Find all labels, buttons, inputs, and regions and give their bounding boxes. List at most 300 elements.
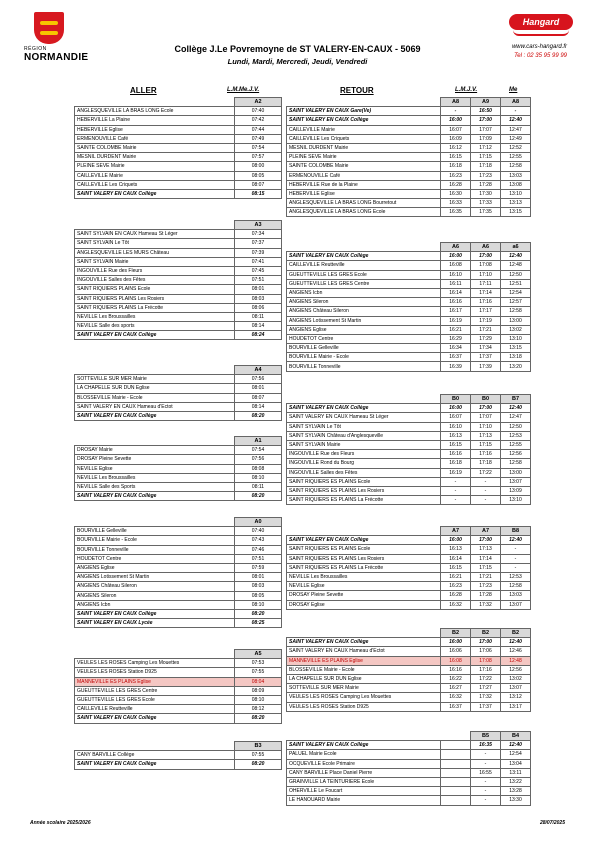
departure-time: 13:15 [501,208,531,217]
stop-name: SAINT SYLVAIN Château d'Anglesqueville [287,431,441,440]
departure-time: 16:22 [441,674,471,683]
departure-time: 12:49 [501,134,531,143]
table-row [287,107,531,116]
stop-name: SAINT RIQUIERS ES PLAINS Ecole [287,477,441,486]
stop-name: SAINT VALERY EN CAUX Gare(Ve) [287,107,441,116]
departure-time: 12:57 [501,298,531,307]
departure-time: 13:15 [501,344,531,353]
stop-name: GUEUTTEVILLE LES GRES Ecole [287,270,441,279]
route-code: A5 [235,650,282,659]
stop-name: SAINT VALERY EN CAUX Collège [75,609,235,618]
departure-time: 08:04 [235,677,282,686]
departure-time: 08:01 [235,285,282,294]
stop-name: ANGLESQUEVILLE LA BRAS LONG Ecole [75,107,235,116]
stop-name: MESNIL DURDENT Mairie [287,143,441,152]
stop-name: MANNEVILLE ES PLAINS Eglise [75,677,235,686]
retour-block-5 [286,731,531,806]
departure-time [441,796,471,805]
route-code-row [75,518,282,527]
departure-time: 16:35 [441,208,471,217]
stop-name: SAINT VALERY EN CAUX Collège [75,331,235,340]
departure-time: 17:34 [471,344,501,353]
stop-name: SAINT VALERY EN CAUX Collège [287,536,441,545]
aller-block-6 [74,741,282,770]
route-code: B2 [471,629,501,638]
departure-time: 07:40 [235,107,282,116]
departure-time: 12:40 [501,116,531,125]
table-row [75,322,282,331]
departure-time: 08:25 [235,619,282,628]
stop-name: SAINT VALERY EN CAUX Collège [287,116,441,125]
stop-name: ANGIENS Eglise [75,563,235,572]
stop-name: ANGIENS Icbn [287,288,441,297]
departure-time: 17:07 [471,125,501,134]
stop-name: BLOSSEVILLE Mairie - Ecole [75,393,235,402]
departure-time: 16:14 [441,554,471,563]
stop-name: ANGIENS Icbn [75,600,235,609]
stop-name: SAINT SYLVAIN Le Tôt [287,422,441,431]
table-row [287,741,531,750]
stop-name: SAINT RIQUIERS ES PLAINS La Frécotte [287,563,441,572]
departure-time [441,768,471,777]
departure-time: 12:47 [501,125,531,134]
stop-name: SOTTEVILLE SUR MER Mairie [75,375,235,384]
table-row [287,362,531,371]
departure-time: 13:07 [501,600,531,609]
table-row [75,285,282,294]
departure-time: 13:12 [501,693,531,702]
table-row [75,276,282,285]
departure-time: - [471,750,501,759]
route-code: A3 [235,221,282,230]
departure-time: 16:00 [441,116,471,125]
departure-time: 13:03 [501,171,531,180]
route-code: B2 [441,629,471,638]
stop-name: BLOSSEVILLE Mairie - Ecole [287,665,441,674]
departure-time: 17:15 [471,440,501,449]
stop-name: SAINT VALERY EN CAUX Collège [287,638,441,647]
stop-name: SAINT RIQUIERS PLAINS La Frécotte [75,303,235,312]
departure-time: 08:05 [235,171,282,180]
departure-time: 17:29 [471,334,501,343]
page-title: Collège J.Le Povremoyne de ST VALERY-EN-CAUX - 5069 [174,44,421,54]
stop-name: ANGIENS Sileron [287,298,441,307]
departure-time: 12:48 [501,656,531,665]
departure-time: 13:13 [501,199,531,208]
table-row [75,482,282,491]
departure-time: 07:37 [235,239,282,248]
route-code-row [287,629,531,638]
stop-name: LA CHAPELLE SUR DUN Eglise [75,384,235,393]
departure-time: 16:16 [441,665,471,674]
departure-time: 17:18 [471,162,501,171]
departure-time: 13:28 [501,787,531,796]
departure-time: 17:12 [471,143,501,152]
route-code-spacer [75,221,235,230]
departure-time: 17:14 [471,554,501,563]
retour-me: Me [509,87,518,93]
departure-time: 17:15 [471,563,501,572]
route-code-spacer [287,527,441,536]
table-row [75,303,282,312]
departure-time: 12:48 [501,261,531,270]
departure-time: 17:27 [471,684,501,693]
departure-time: 07:49 [235,134,282,143]
table-row [75,393,282,402]
table-row [75,266,282,275]
departure-time: 17:23 [471,171,501,180]
table-row [287,750,531,759]
table-row [75,331,282,340]
departure-time: 17:11 [471,279,501,288]
departure-time: 16:13 [441,545,471,554]
departure-time: 13:00 [501,316,531,325]
departure-time: 12:40 [501,252,531,261]
route-code [441,732,471,741]
table-row [287,702,531,711]
table-row [287,600,531,609]
table-row [75,705,282,714]
table-row [287,125,531,134]
departure-time: 16:19 [441,316,471,325]
stop-name: GRAINVILLE LA TEINTURIERE Ecole [287,777,441,786]
departure-time: 16:15 [441,563,471,572]
route-code-spacer [287,629,441,638]
route-code-spacer [287,98,441,107]
stop-name: MANNEVILLE ES PLAINS Eglise [287,656,441,665]
table-row [75,375,282,384]
stop-name: ANGIENS Eglise [287,325,441,334]
departure-time: 17:10 [471,422,501,431]
departure-time: 12:53 [501,572,531,581]
stop-name: DROSAY Mairie [75,446,235,455]
departure-time: 12:56 [501,450,531,459]
table-row [287,796,531,805]
table-row [287,180,531,189]
departure-time: 13:02 [501,674,531,683]
departure-time: - [501,554,531,563]
stop-name: SAINT VALERY EN CAUX Collège [75,714,235,723]
stop-name: VEULES LES ROSES Station D925 [75,668,235,677]
departure-time: 08:06 [235,303,282,312]
departure-time: 13:17 [501,702,531,711]
departure-time: 08:24 [235,331,282,340]
table-row [75,536,282,545]
stop-name: NEVILLE Les Broussailles [287,572,441,581]
departure-time: 07:56 [235,375,282,384]
stop-name: NEVILLE Les Broussailles [75,473,235,482]
stop-name: PLEINE SEVE Mairie [287,153,441,162]
departure-time: 16:21 [441,325,471,334]
departure-time: - [471,796,501,805]
departure-time: 16:15 [441,153,471,162]
stop-name: HEBERVILLE Eglise [287,189,441,198]
stop-name: SAINT VALERY EN CAUX Collège [75,411,235,420]
stop-name: VEULES LES ROSES Camping Les Mouettes [75,659,235,668]
table-row [287,638,531,647]
table-row [287,270,531,279]
departure-time: 16:37 [441,702,471,711]
departure-time: 12:54 [501,750,531,759]
stop-name: SAINT RIQUIERS ES PLAINS Les Rosiers [287,554,441,563]
departure-time: 16:08 [441,656,471,665]
table-row [75,554,282,563]
departure-time: 08:01 [235,384,282,393]
route-code: A8 [501,98,531,107]
route-code-row [75,221,282,230]
departure-time: 16:34 [441,344,471,353]
departure-time: 16:30 [441,189,471,198]
table-row [287,171,531,180]
departure-time: 16:16 [441,298,471,307]
departure-time: 16:21 [441,572,471,581]
departure-time: 07:46 [235,545,282,554]
departure-time: 08:07 [235,180,282,189]
departure-time: 08:10 [235,695,282,704]
route-code: B3 [235,742,282,751]
departure-time: 16:11 [441,279,471,288]
departure-time: 16:13 [441,431,471,440]
route-code-spacer [75,650,235,659]
stop-name: VEULES LES ROSES Camping Les Mouettes [287,693,441,702]
departure-time: 17:39 [471,362,501,371]
departure-time: 17:33 [471,199,501,208]
departure-time: 13:04 [501,759,531,768]
table-row [75,180,282,189]
departure-time: 16:00 [441,536,471,545]
stop-name: ANGIENS Château Sileron [287,307,441,316]
departure-time: 17:16 [471,450,501,459]
table-row [75,751,282,760]
table-row [287,674,531,683]
departure-time: 17:37 [471,353,501,362]
departure-time: 17:00 [471,404,501,413]
table-row [287,759,531,768]
table-row [287,486,531,495]
departure-time: 13:07 [501,477,531,486]
hangard-logo [509,14,573,38]
departure-time: 16:37 [441,353,471,362]
departure-time: 17:28 [471,591,501,600]
departure-time: 07:56 [235,455,282,464]
departure-time: 16:29 [441,334,471,343]
table-row [75,107,282,116]
stop-name: PLEINE SEVE Mairie [75,162,235,171]
stop-name: ANGLESQUEVILLE LA BRAS LONG Bourretout [287,199,441,208]
departure-time: 13:18 [501,353,531,362]
table-row [75,384,282,393]
departure-time: 16:39 [441,362,471,371]
departure-time: 17:17 [471,307,501,316]
departure-time: 17:00 [471,252,501,261]
departure-time: 07:57 [235,153,282,162]
departure-time: - [471,477,501,486]
departure-time: 17:00 [471,638,501,647]
route-code: A0 [235,518,282,527]
stop-name: NEVILLE Eglise [287,582,441,591]
departure-time: 08:15 [235,189,282,198]
departure-time: 08:01 [235,573,282,582]
departure-time: 12:58 [501,162,531,171]
route-code-row [75,650,282,659]
table-row [287,189,531,198]
departure-time: 13:20 [501,362,531,371]
route-code: B2 [501,629,531,638]
table-row [75,714,282,723]
stop-name: PALUEL Mairie Ecole [287,750,441,759]
departure-time: - [441,477,471,486]
table-row [75,116,282,125]
table-row [287,307,531,316]
stop-name: DROSAY Pleine Sevette [75,455,235,464]
table-row [75,125,282,134]
retour-block-2 [286,394,531,505]
departure-time: 17:15 [471,153,501,162]
table-row [287,768,531,777]
departure-time [441,787,471,796]
departure-time: 13:00 [501,468,531,477]
table-row [287,288,531,297]
departure-time: 17:21 [471,572,501,581]
departure-time: 17:22 [471,468,501,477]
document-date: 28/07/2025 [539,820,565,826]
departure-time: 17:08 [471,656,501,665]
stop-name: BOURVILLE Gelleville [75,527,235,536]
stop-name: SAINTE COLOMBE Mairie [75,143,235,152]
table-row [75,600,282,609]
stop-name: CANY BARVILLE Collège [75,751,235,760]
route-code: A8 [441,98,471,107]
departure-time: 13:10 [501,496,531,505]
departure-time: 17:10 [471,270,501,279]
table-row [75,760,282,769]
stop-name: MESNIL DURDENT Mairie [75,153,235,162]
route-code: A6 [471,243,501,252]
stop-name: CANY BARVILLE Place Daniel Pierre [287,768,441,777]
departure-time [441,750,471,759]
table-row [287,334,531,343]
departure-time: 07:54 [235,143,282,152]
table-row [75,545,282,554]
table-row [75,411,282,420]
table-row [75,143,282,152]
departure-time: - [471,496,501,505]
table-row [75,294,282,303]
departure-time: 17:30 [471,189,501,198]
departure-time: 17:07 [471,413,501,422]
table-row [287,116,531,125]
table-row [75,659,282,668]
table-row [75,677,282,686]
departure-time: 07:51 [235,276,282,285]
table-row [287,261,531,270]
departure-time: 08:12 [235,705,282,714]
table-row [75,239,282,248]
table-row [287,199,531,208]
table-row [75,695,282,704]
route-code-spacer [287,395,441,404]
table-row [75,492,282,501]
departure-time: 07:53 [235,659,282,668]
departure-time: 12:40 [501,638,531,647]
departure-time: 13:02 [501,325,531,334]
route-code: A9 [471,98,501,107]
departure-time: 12:40 [501,536,531,545]
stop-name: SAINT VALERY EN CAUX Collège [75,189,235,198]
departure-time: - [441,496,471,505]
stop-name: CAILLEVILLE Les Criquets [287,134,441,143]
departure-time: 12:46 [501,647,531,656]
route-code: A7 [441,527,471,536]
table-row [75,248,282,257]
departure-time: 07:43 [235,536,282,545]
departure-time: 17:13 [471,431,501,440]
stop-name: NEVILLE Salle des sports [75,322,235,331]
stop-name: SAINT VALERY EN CAUX Collège [75,760,235,769]
departure-time: 16:33 [441,199,471,208]
table-row [287,693,531,702]
departure-time: 16:06 [441,647,471,656]
departure-time: 17:00 [471,536,501,545]
table-row [75,527,282,536]
departure-time: 17:28 [471,180,501,189]
table-row [287,316,531,325]
table-row [75,455,282,464]
departure-time: - [471,759,501,768]
stop-name: SAINT RIQUIERS ES PLAINS La Frécotte [287,496,441,505]
table-row [287,545,531,554]
departure-time: 17:35 [471,208,501,217]
stop-name: BOURVILLE Mairie - Ecole [75,536,235,545]
stop-name: ANGIENS Château Sileron [75,582,235,591]
stop-name: GUEUTTEVILLE LES GRES Centre [75,686,235,695]
stop-name: OHERVILLE Le Foucart [287,787,441,796]
departure-time: 16:07 [441,125,471,134]
departure-time: 16:17 [441,307,471,316]
table-row [75,464,282,473]
departure-time: 17:32 [471,693,501,702]
stop-name: NEVILLE Eglise [75,464,235,473]
departure-time: 16:23 [441,582,471,591]
table-row [287,325,531,334]
departure-time: 17:21 [471,325,501,334]
departure-time: 16:32 [441,600,471,609]
departure-time: 13:22 [501,777,531,786]
departure-time: 12:55 [501,153,531,162]
stop-name: DROSAY Pleine Sevette [287,591,441,600]
departure-time: - [441,107,471,116]
stop-name: LA CHAPELLE SUR DUN Eglise [287,674,441,683]
departure-time: 16:15 [441,440,471,449]
stop-name: GUEUTTEVILLE LES GRES Ecole [75,695,235,704]
departure-time: 12:50 [501,422,531,431]
departure-time: 08:20 [235,609,282,618]
stop-name: ANGIENS Lotissement St Martin [287,316,441,325]
stop-name: SAINT VALERY EN CAUX Lycée [75,619,235,628]
departure-time: 08:20 [235,492,282,501]
table-row [287,143,531,152]
departure-time: 08:07 [235,393,282,402]
departure-time: 08:20 [235,714,282,723]
carrier-website[interactable]: www.cars-hangard.fr [511,44,567,50]
table-row [75,312,282,321]
departure-time: 07:40 [235,527,282,536]
departure-time: 16:19 [441,468,471,477]
departure-time: 08:11 [235,312,282,321]
departure-time: 08:10 [235,600,282,609]
table-row [75,582,282,591]
route-code-spacer [287,243,441,252]
